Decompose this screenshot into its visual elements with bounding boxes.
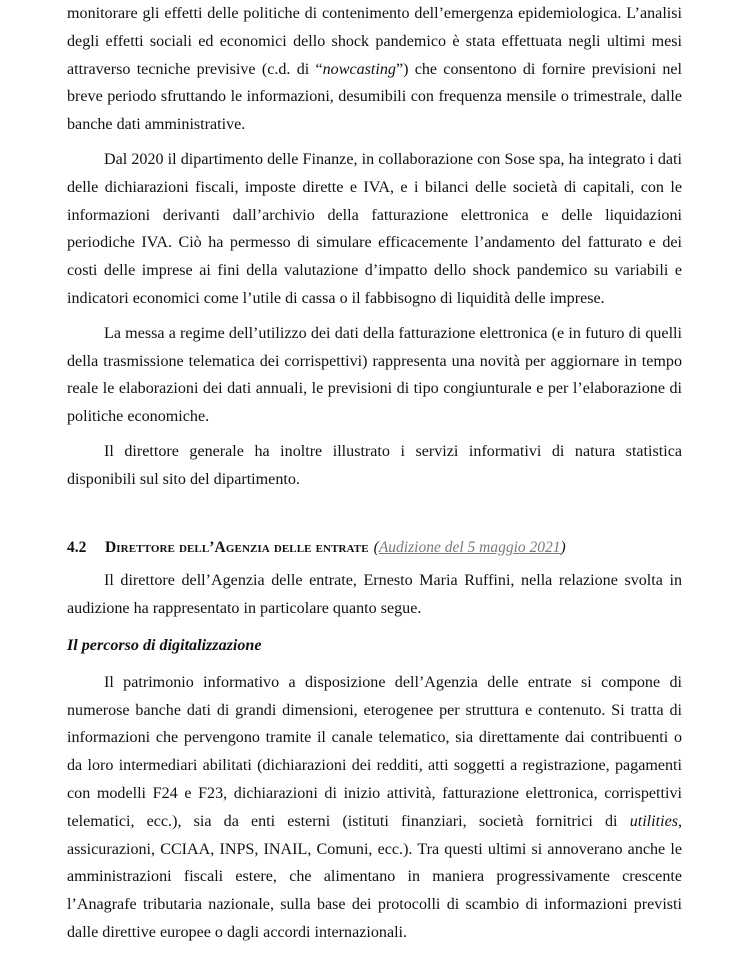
section-heading xyxy=(67,534,682,562)
paragraph-1-segment-0: Dal 2020 il dipartimento delle Finanze, in collaborazione con Sose spa, ha integrato i dati delle dichiarazioni fiscali, imposte dirette e IVA, e i bilanci delle società di capitali, con le informazioni derivanti dall’archivio della fatturazione elettronica e delle liquidazioni periodiche IVA. Ciò ha permesso di simulare efficacemente l’andamento del fatturato e dei costi delle imprese ai fini della valutazione d’impatto dello shock pandemico su variabili e indicatori economici come l’utile di cassa o il fabbisogno di liquidità delle imprese. xyxy=(67,150,682,307)
audizione-link[interactable]: Audizione del 5 maggio 2021 xyxy=(378,538,561,556)
paragraph-finanze-integration xyxy=(67,146,682,313)
paragraph-final-segment-0: Il patrimonio informativo a disposizione dell’Agenzia delle entrate si compone di numerose banche dati di grandi dimensioni, eterogenee per struttura e contenuto. Si tratta di informazioni che pervengono tramite il canale telematico, sia direttamente dai contribuenti o da loro intermediari abilitati (dichiarazioni dei redditi, atti soggetti a registrazione, pagamenti con modelli F24 e F23, dichiarazioni di inizio attività, fatturazione elettronica, corrispettivi telematici, ecc.), sia da enti esterni (istituti finanziari, società fornitrici di xyxy=(67,673,682,830)
paragraph-servizi-informativi xyxy=(67,438,682,494)
paragraph-final-segment-2: , assicurazioni, CCIAA, INPS, INAIL, Comuni, ecc.). Tra questi ultimi si annoverano anche le amministrazioni fiscali estere, che alimentano in maniera progressivamente crescente l’Anagrafe tributaria nazionale, sulla base dei protocolli di scambio di informazioni previsti dalle direttive europee o dagli accordi internazionali. xyxy=(67,812,682,941)
paragraph-final-segment-1: utilities xyxy=(629,812,678,830)
paragraph-fatturazione-elettronica xyxy=(67,320,682,431)
paragraph-0-segment-2: ”) che consentono di fornire previsioni nel breve periodo sfruttando le informazioni, desumibili con frequenza mensile o trimestrale, dalle banche dati amministrative. xyxy=(67,60,682,134)
paragraph-0-segment-0: monitorare gli effetti delle politiche di contenimento dell’emergenza epidemiologica. L’analisi degli effetti sociali ed economici dello shock pandemico è stata effettuata negli ultimi mesi attraverso tecniche previsive (c.d. di “ xyxy=(67,5,682,78)
paragraph-3-segment-0: Il direttore generale ha inoltre illustrato i servizi informativi di natura statistica disponibili sul sito del dipartimento. xyxy=(67,442,682,488)
paragraph-patrimonio-informativo xyxy=(67,669,682,947)
open-paren: ( xyxy=(373,538,379,556)
section-number: 4.2 xyxy=(67,538,87,556)
section-title: Direttore dell’Agenzia delle entrate xyxy=(105,538,369,556)
paragraph-continued xyxy=(67,0,682,139)
subheading-digitalizzazione: Il percorso di digitalizzazione xyxy=(67,636,262,654)
paragraph-intro: Il direttore dell’Agenzia delle entrate, Ernesto Maria Ruffini, nella relazione svolta in audizione ha rappresentato in particolare quanto segue. xyxy=(67,572,682,618)
document-page xyxy=(67,0,682,947)
paragraph-0-segment-1: nowcasting xyxy=(322,60,396,78)
paragraph-2-segment-0: La messa a regime dell’utilizzo dei dati della fatturazione elettronica (e in futuro di quelli della trasmissione telematica dei corrispettivi) rappresenta una novità per aggiornare in tempo reale le elaborazioni dei dati annuali, le previsioni di tipo congiunturale e per l’elaborazione di politiche economiche. xyxy=(67,324,682,426)
close-paren: ) xyxy=(560,538,566,556)
